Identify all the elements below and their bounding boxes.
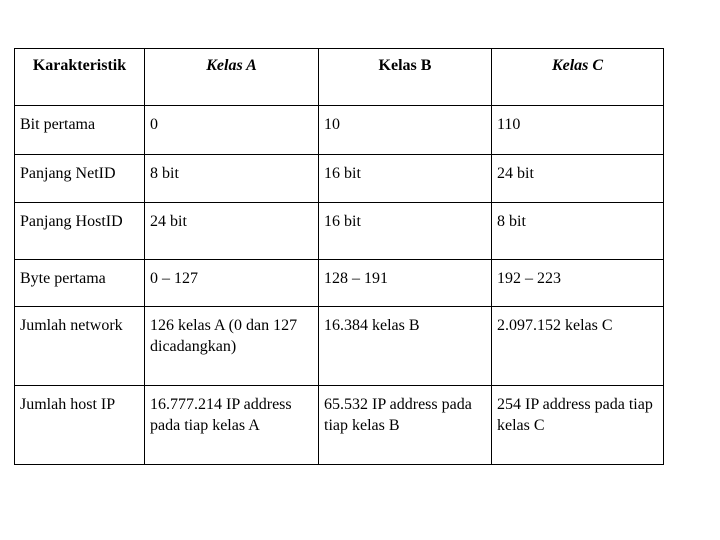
header-karakteristik: Karakteristik <box>15 49 145 106</box>
table-row <box>15 307 664 386</box>
table-header-row <box>15 49 664 106</box>
ip-class-table <box>14 48 664 465</box>
table-row <box>15 386 664 465</box>
table-row <box>15 203 664 260</box>
cell-kelas-b: 10 <box>319 106 492 155</box>
cell-kelas-a: 0 <box>145 106 319 155</box>
cell-kelas-c: 110 <box>492 106 664 155</box>
cell-kelas-a: 24 bit <box>145 203 319 260</box>
row-label: Byte pertama <box>15 260 145 307</box>
cell-kelas-b: 16 bit <box>319 155 492 203</box>
cell-kelas-b: 65.532 IP address pada tiap kelas B <box>319 386 492 465</box>
cell-kelas-c: 24 bit <box>492 155 664 203</box>
row-label: Panjang HostID <box>15 203 145 260</box>
cell-kelas-c: 254 IP address pada tiap kelas C <box>492 386 664 465</box>
cell-kelas-a: 126 kelas A (0 dan 127 dicadangkan) <box>145 307 319 386</box>
cell-kelas-a: 8 bit <box>145 155 319 203</box>
cell-kelas-b: 16 bit <box>319 203 492 260</box>
header-kelas-a: Kelas A <box>145 49 319 106</box>
cell-kelas-c: 2.097.152 kelas C <box>492 307 664 386</box>
row-label: Panjang NetID <box>15 155 145 203</box>
row-label: Jumlah host IP <box>15 386 145 465</box>
table-row <box>15 260 664 307</box>
cell-kelas-c: 192 – 223 <box>492 260 664 307</box>
cell-kelas-a: 0 – 127 <box>145 260 319 307</box>
table-row <box>15 106 664 155</box>
header-kelas-c: Kelas C <box>492 49 664 106</box>
header-kelas-b: Kelas B <box>319 49 492 106</box>
cell-kelas-b: 128 – 191 <box>319 260 492 307</box>
row-label: Jumlah network <box>15 307 145 386</box>
cell-kelas-b: 16.384 kelas B <box>319 307 492 386</box>
table-row <box>15 155 664 203</box>
row-label: Bit pertama <box>15 106 145 155</box>
cell-kelas-a: 16.777.214 IP address pada tiap kelas A <box>145 386 319 465</box>
cell-kelas-c: 8 bit <box>492 203 664 260</box>
